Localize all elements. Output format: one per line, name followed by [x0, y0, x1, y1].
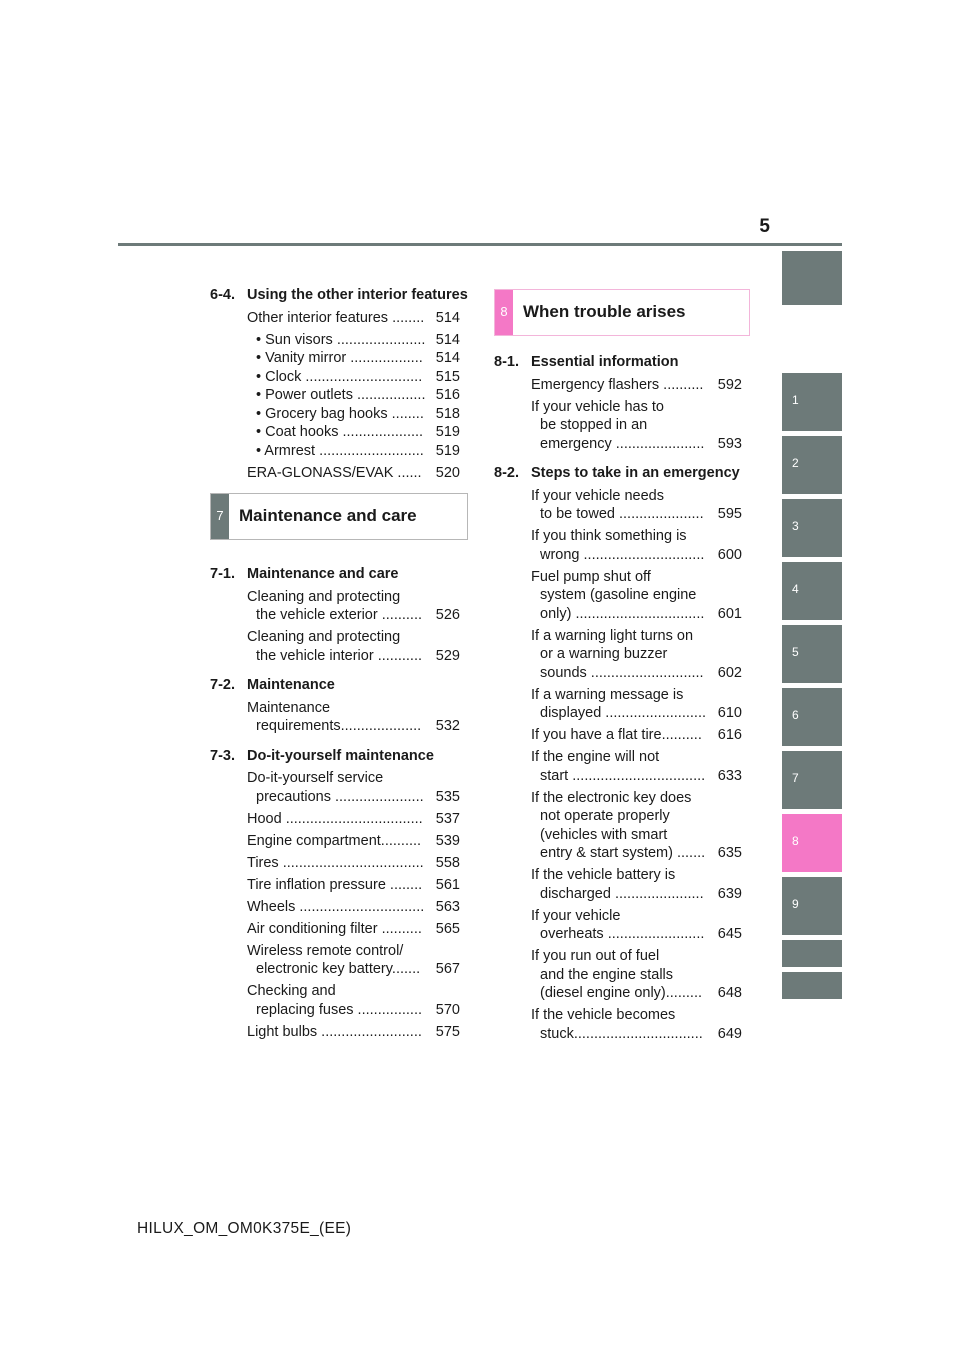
- toc-entry[interactable]: If a warning message is displayed ......................... 610: [531, 686, 742, 721]
- chapter-header-8: 8 When trouble arises: [494, 289, 750, 336]
- toc-entry[interactable]: If the electronic key does not operate properly (vehicles with smart entry & start system) ....... 635: [531, 789, 742, 861]
- toc-subentry[interactable]: • Grocery bag hooks ........ 518: [256, 405, 460, 422]
- toc-subentry[interactable]: • Coat hooks .................... 519: [256, 424, 460, 440]
- chapter-number-badge: 8: [495, 290, 513, 335]
- chapter-tab-9[interactable]: 9: [782, 877, 842, 935]
- toc-entry[interactable]: Air conditioning filter .......... 565: [247, 920, 460, 937]
- toc-entry[interactable]: If the vehicle battery is discharged ...................... 639: [531, 867, 742, 902]
- chapter-tab-8[interactable]: 8: [782, 814, 842, 872]
- toc-entry[interactable]: Hood .................................. 537: [247, 810, 460, 827]
- toc-entry[interactable]: If you think something is wrong .............................. 600: [531, 528, 742, 563]
- toc-entry[interactable]: Tires ................................... 558: [247, 854, 460, 871]
- toc-entry[interactable]: Emergency flashers .......... 592: [531, 376, 742, 393]
- toc-entry[interactable]: Cleaning and protecting the vehicle interior ........... 529: [247, 629, 460, 664]
- document-code-footer: HILUX_OM_OM0K375E_(EE): [137, 1220, 352, 1237]
- chapter-tabs: [782, 0, 842, 1358]
- toc-entry[interactable]: Wheels ............................... 563: [247, 898, 460, 915]
- chapter-tab-1[interactable]: 1: [782, 373, 842, 431]
- toc-entry[interactable]: Checking and replacing fuses ................ 570: [247, 983, 460, 1018]
- toc-entry[interactable]: Fuel pump shut off system (gasoline engine only) ................................ 601: [531, 568, 742, 622]
- chapter-number-badge: 7: [211, 494, 229, 539]
- chapter-tab-2[interactable]: 2: [782, 436, 842, 494]
- toc-entry[interactable]: If a warning light turns on or a warning buzzer sounds ............................ 602: [531, 627, 742, 681]
- toc-entry[interactable]: Engine compartment.......... 539: [247, 832, 460, 849]
- chapter-tab-index-a[interactable]: [782, 940, 842, 967]
- chapter-tab-5[interactable]: 5: [782, 625, 842, 683]
- toc-right-column: [494, 289, 750, 1054]
- toc-entry[interactable]: Other interior features ........ 514: [247, 309, 460, 326]
- chapter-header-7: 7 Maintenance and care: [210, 493, 468, 540]
- section-heading-7-2: 7-2. Maintenance: [210, 677, 335, 693]
- toc-subentry[interactable]: • Sun visors ...................... 514: [256, 331, 460, 348]
- chapter-tab-toc[interactable]: [782, 251, 842, 305]
- toc-entry[interactable]: If the vehicle becomes stuck................................ 649: [531, 1007, 742, 1042]
- page-number: 5: [759, 216, 770, 237]
- toc-subentry[interactable]: • Armrest .......................... 519: [256, 442, 460, 459]
- section-heading-7-3: 7-3. Do-it-yourself maintenance: [210, 747, 434, 764]
- chapter-tab-4[interactable]: 4: [782, 562, 842, 620]
- section-heading-8-1: 8-1. Essential information: [494, 354, 679, 370]
- chapter-tab-3[interactable]: 3: [782, 499, 842, 557]
- toc-entry[interactable]: ERA-GLONASS/EVAK ...... 520: [247, 464, 460, 481]
- header-rule: [118, 243, 842, 246]
- toc-entry[interactable]: Wireless remote control/ electronic key battery....... 567: [247, 942, 460, 977]
- toc-entry[interactable]: If you have a flat tire.......... 616: [531, 727, 742, 743]
- chapter-tab-6[interactable]: 6: [782, 688, 842, 746]
- toc-subentry[interactable]: • Vanity mirror .................. 514: [256, 350, 460, 366]
- chapter-tab-index-b[interactable]: [782, 972, 842, 999]
- toc-entry[interactable]: If your vehicle has to be stopped in an emergency ...................... 593: [531, 398, 742, 452]
- section-heading-7-1: 7-1. Maintenance and care: [210, 566, 399, 582]
- toc-entry[interactable]: If your vehicle needs to be towed ..................... 595: [531, 487, 742, 522]
- toc-subentry[interactable]: • Power outlets ................. 516: [256, 387, 460, 403]
- chapter-tab-7[interactable]: 7: [782, 751, 842, 809]
- toc-entry[interactable]: Do-it-yourself service precautions ...................... 535: [247, 770, 460, 805]
- section-heading-6-4: 6-4. Using the other interior features: [210, 287, 468, 303]
- toc-entry[interactable]: If the engine will not start ................................. 633: [531, 749, 742, 784]
- toc-entry[interactable]: If your vehicle overheats ........................ 645: [531, 907, 742, 942]
- toc-subentry[interactable]: • Clock ............................. 515: [256, 368, 460, 385]
- toc-entry[interactable]: If you run out of fuel and the engine stalls (diesel engine only)......... 648: [531, 948, 742, 1001]
- toc-entry[interactable]: Cleaning and protecting the vehicle exterior .......... 526: [247, 588, 460, 623]
- toc-entry[interactable]: Light bulbs ......................... 575: [247, 1023, 460, 1040]
- toc-entry[interactable]: Tire inflation pressure ........ 561: [247, 876, 460, 893]
- toc-left-column: [210, 286, 468, 1052]
- section-heading-8-2: 8-2. Steps to take in an emergency: [494, 465, 740, 481]
- toc-entry[interactable]: Maintenance requirements.................... 532: [247, 699, 460, 734]
